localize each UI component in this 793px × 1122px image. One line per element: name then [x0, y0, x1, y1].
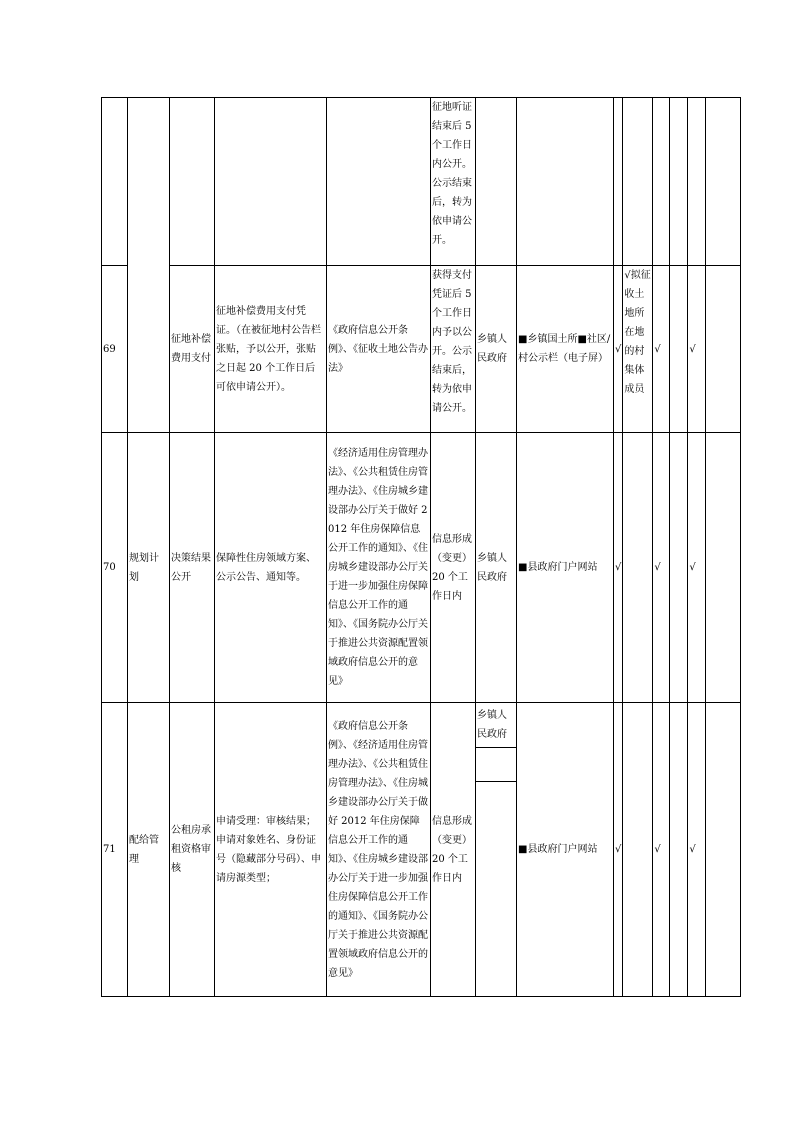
- content-cell: [215, 98, 327, 266]
- check-cell: [653, 98, 670, 266]
- item-cell: 配给管理: [128, 703, 170, 997]
- no-cell: 69: [102, 266, 128, 433]
- no-cell: 71: [102, 703, 128, 997]
- table-row: [102, 703, 741, 748]
- time-cell: 征地听证结束后 5 个工作日内公开。公示结束后，转为依申请公开。: [431, 98, 476, 266]
- check-cell: [706, 98, 741, 266]
- check-cell: [670, 98, 688, 266]
- channel-cell: ■县政府门户网站: [517, 703, 614, 997]
- subitem-cell: 征地补偿费用支付: [170, 266, 215, 433]
- check-cell: [670, 703, 688, 997]
- basis-cell: 《经济适用住房管理办法》、《公共租赁住房管理办法》、《住房城乡建设部办公厅关于做好 2012 年住房保障信息公开工作的通知》、《住房城乡建设部办公厅关于进一步加强住房保障信息公开工作的通知》、《国务院办公厅关于推进公共资源配置领域政府信息公开的意见》: [327, 433, 431, 703]
- check-cell: √拟征收土地所在地的村集体成员: [623, 266, 653, 433]
- content-cell: 保障性住房领域方案、公示公告、通知等。: [215, 433, 327, 703]
- check-cell: [670, 266, 688, 433]
- content-cell: 申请受理：审核结果；申请对象姓名、身份证号（隐藏部分号码）、申请房源类型；: [215, 703, 327, 997]
- table-row: [102, 266, 741, 433]
- check-cell: [670, 433, 688, 703]
- check-cell: √: [688, 433, 706, 703]
- no-cell: [102, 98, 128, 266]
- subject-cell: 乡镇人民政府: [476, 433, 517, 703]
- subject-cell: [476, 98, 517, 266]
- subitem-cell: 公租房承租资格审核: [170, 703, 215, 997]
- channel-cell: ■县政府门户网站: [517, 433, 614, 703]
- channel-cell: [517, 98, 614, 266]
- time-cell: 获得支付凭证后 5 个工作日内予以公开。公示结束后，转为依申请公开。: [431, 266, 476, 433]
- basis-cell: [327, 98, 431, 266]
- subitem-cell: [170, 98, 215, 266]
- table-row: [102, 433, 741, 703]
- check-cell: [706, 433, 741, 703]
- check-cell: √: [688, 266, 706, 433]
- check-cell: [623, 433, 653, 703]
- item-cell: 规划计划: [128, 433, 170, 703]
- check-cell: √: [653, 703, 670, 997]
- check-cell: √: [688, 703, 706, 997]
- check-cell: √: [614, 266, 623, 433]
- check-cell: [688, 98, 706, 266]
- subject-cell: 乡镇人民政府: [476, 266, 517, 433]
- time-cell: 信息形成（变更）20 个工作日内: [431, 433, 476, 703]
- table-row: [102, 98, 741, 266]
- time-cell: 信息形成（变更）20 个工作日内: [431, 703, 476, 997]
- channel-cell: ■乡镇国土所■社区/村公示栏（电子屏）: [517, 266, 614, 433]
- basis-cell: 《政府信息公开条例》、《征收土地公告办法》: [327, 266, 431, 433]
- check-cell: √: [614, 703, 623, 997]
- check-cell: √: [653, 433, 670, 703]
- content-cell: 征地补偿费用支付凭证。（在被征地村公告栏张贴，予以公开，张贴之日起 20 个工作日后可依申请公开）。: [215, 266, 327, 433]
- subject-cell: [476, 748, 517, 782]
- subject-cell: 乡镇人民政府: [476, 703, 517, 748]
- check-cell: √: [653, 266, 670, 433]
- check-cell: [706, 266, 741, 433]
- disclosure-table: [101, 97, 741, 997]
- check-cell: √: [614, 433, 623, 703]
- no-cell: 70: [102, 433, 128, 703]
- basis-cell: 《政府信息公开条例》、《经济适用住房管理办法》、《公共租赁住房管理办法》、《住房城乡建设部办公厅关于做好 2012 年住房保障信息公开工作的通知》、《住房城乡建设部办公厅关于进一步加强住房保障信息公开工作的通知》、《国务院办公厅关于推进公共资源配置领域政府信息公开的意见》: [327, 703, 431, 997]
- check-cell: [614, 98, 623, 266]
- check-cell: [706, 703, 741, 997]
- check-cell: [623, 703, 653, 997]
- item-cell: [128, 98, 170, 433]
- subitem-cell: 决策结果公开: [170, 433, 215, 703]
- check-cell: [623, 98, 653, 266]
- subject-cell: [476, 782, 517, 997]
